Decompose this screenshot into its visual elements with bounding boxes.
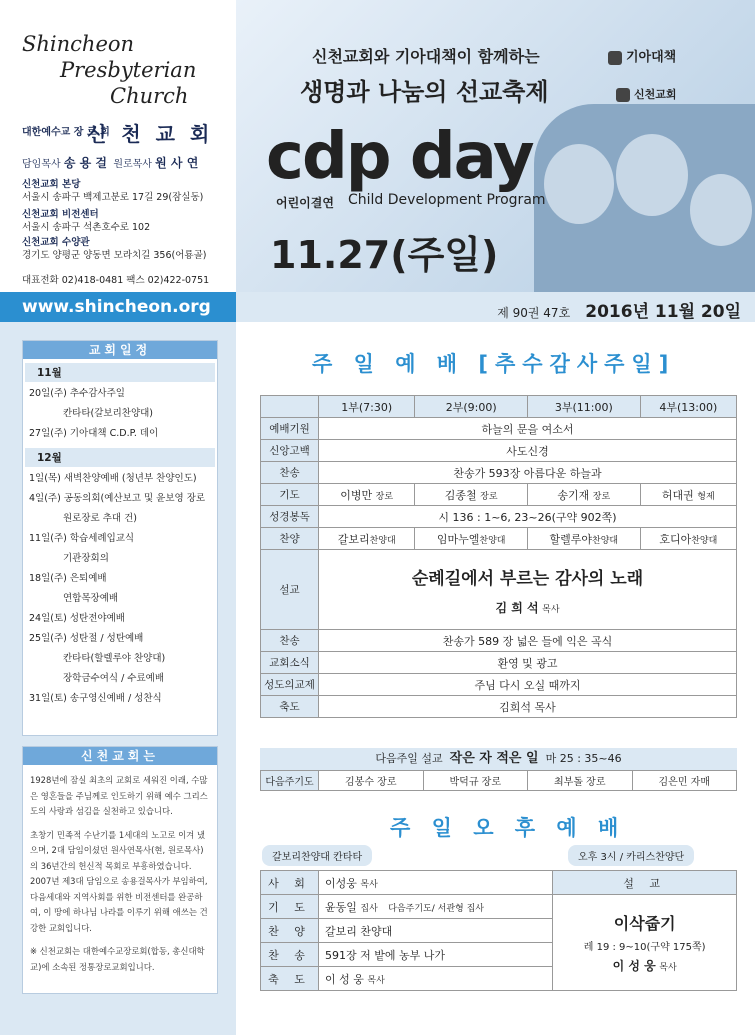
issue-volume: 제 90권 47호 [497, 306, 571, 320]
row-value: 윤동일 집사 다음주기도/ 서관형 집사 [319, 895, 553, 919]
table-row [261, 418, 737, 440]
table-row [261, 696, 737, 718]
row-label: 찬송 [261, 462, 319, 484]
row-label: 축도 [261, 696, 319, 718]
row-value: 시 136 : 1~6, 23~26(구약 902쪽) [319, 506, 737, 528]
table-row [261, 771, 737, 791]
event-sub: 칸타타(갈보리찬양대) [63, 408, 154, 419]
afternoon-preacher-title: 목사 [659, 963, 677, 973]
logo-line3: Church [110, 84, 189, 108]
prayer-3: 송기재 장로 [527, 484, 640, 506]
table-row [261, 440, 737, 462]
intro-para: 초창기 민족적 수난기를 1세대의 노고로 이겨 냈으며, 2대 담임이셨던 원사연목사(현, 원로목사)의 36년간의 헌신적 목회로 부흥하였습니다. 2007년 제3대 담임으로 송용걸목사가 부임하여, 다음세대와 지역사회를 위한 비전센터를 완공하여, 이 땅에 하나님 나라를 이루기 위해 애쓰는 건강한 교회입니다. [30, 829, 208, 933]
senior-pastor-label: 담임목사 [22, 159, 61, 170]
table-row [261, 674, 737, 696]
row-label: 찬송 [261, 630, 319, 652]
next-prayer: 김은민 자매 [632, 771, 737, 791]
next-week-ref: 마 25 : 35~46 [545, 752, 622, 765]
row-label: 축 도 [261, 967, 319, 991]
time-1: 1부(7:30) [319, 396, 415, 418]
row-label: 신앙고백 [261, 440, 319, 462]
address-vision [22, 208, 150, 234]
table-row [261, 630, 737, 652]
address-text: 서울시 송파구 백제고분로 17길 29(잠실동) [22, 192, 204, 203]
cdp-english: Child Development Program [348, 192, 546, 208]
event-item: 4일(주) 공동의회(예산보고 및 윤보영 장로 [29, 493, 206, 504]
sermon-preacher: 김 희 석 [495, 600, 539, 615]
banner-line2: 생명과 나눔의 선교축제 [300, 78, 549, 106]
row-label: 성도의교제 [261, 674, 319, 696]
time-4: 4부(13:00) [640, 396, 736, 418]
event-item: 25일(주) 성탄절 / 성탄예배 [29, 633, 144, 644]
children-photo [534, 104, 755, 292]
kfhi-logo-icon [608, 51, 622, 65]
time-2: 2부(9:00) [415, 396, 528, 418]
table-row [261, 462, 737, 484]
choir-3: 할렐루야찬양대 [527, 528, 640, 550]
month-label: 12월 [25, 448, 215, 467]
event-sub: 원로장로 추대 건) [63, 513, 137, 524]
sermon-head: 설 교 [553, 871, 737, 895]
schedule-box [22, 340, 218, 736]
prayer-4: 허대권 형제 [640, 484, 736, 506]
issue-bar [236, 292, 755, 322]
table-row [261, 550, 737, 630]
choir-1: 갈보리찬양대 [319, 528, 415, 550]
prayer-2: 김종철 장로 [415, 484, 528, 506]
logo-line1: Shincheon [22, 32, 135, 56]
next-week-title: 작은 자 적은 일 [449, 751, 539, 766]
event-date: 11.27(주일) [270, 233, 499, 277]
kfhi-logo-text: 기아대책 [626, 50, 677, 65]
schedule-title: 교회일정 [23, 341, 217, 359]
row-value: 이 성 웅 목사 [319, 967, 553, 991]
cdp-day-title: cdp day [266, 120, 533, 194]
row-value: 김희석 목사 [319, 696, 737, 718]
worship-table [260, 395, 737, 718]
row-value: 하늘의 문을 여소서 [319, 418, 737, 440]
afternoon-sermon-title: 이삭줍기 [613, 914, 676, 933]
cdp-korean: 어린이결연 [276, 196, 334, 210]
prayer-1: 이병만 장로 [319, 484, 415, 506]
choir-2: 임마누엘찬양대 [415, 528, 528, 550]
worship-title: 주 일 예 배 [추수감사주일] [312, 352, 676, 376]
address-main [22, 178, 203, 204]
address-text: 서울시 송파구 석촌호수로 102 [22, 222, 151, 233]
next-week-sermon [260, 748, 737, 770]
address-text: 경기도 양평군 양동면 모라치길 356(어룡골) [22, 250, 207, 261]
church-name: 신 천 교 회 [87, 122, 214, 146]
next-prayer: 김봉수 장로 [319, 771, 424, 791]
event-item: 11일(주) 학습세례입교식 [29, 533, 135, 544]
left-column [0, 0, 236, 1035]
afternoon-title: 주 일 오 후 예 배 [390, 816, 626, 840]
next-prayer: 최부돌 장로 [528, 771, 633, 791]
row-label: 찬 송 [261, 943, 319, 967]
row-label: 성경봉독 [261, 506, 319, 528]
church-name-block [22, 118, 213, 147]
event-sub: 연합목장예배 [63, 593, 119, 604]
table-row [261, 652, 737, 674]
row-value: 환영 및 광고 [319, 652, 737, 674]
row-label: 교회소식 [261, 652, 319, 674]
row-label: 찬양 [261, 528, 319, 550]
sermon-title: 순례길에서 부르는 감사의 노래 [411, 568, 644, 589]
row-value: 찬송가 589 장 넓은 들에 익은 곡식 [319, 630, 737, 652]
intro-note: ※ 신천교회는 대한예수교장로회(합동, 총신대학교)에 소속된 정통장로교회입니다. [30, 946, 205, 972]
afternoon-sermon-ref: 레 19 : 9~10(구약 175쪽) [583, 942, 706, 953]
choir-4: 호디아찬양대 [640, 528, 736, 550]
issue-date: 2016년 11월 20일 [585, 302, 741, 322]
website-link[interactable]: www.shincheon.org [0, 292, 236, 322]
intro-para: 1928년에 잠실 최초의 교회로 세워진 이래, 수많은 영혼들을 주님께로 인도하기 위해 예수 그리스도의 사랑과 섬김을 실천하고 있습니다. [30, 775, 208, 816]
church-header [0, 0, 236, 292]
table-row [261, 895, 737, 919]
afternoon-preacher: 이 성 웅 [612, 959, 656, 973]
table-row [261, 528, 737, 550]
time-3: 3부(11:00) [527, 396, 640, 418]
afternoon-sermon [553, 895, 737, 991]
emeritus-pastor: 원 사 연 [155, 156, 199, 170]
event-sub: 장학금수여식 / 수료예배 [63, 673, 165, 684]
afternoon-left-tag: 갈보리찬양대 칸타타 [262, 845, 372, 866]
row-label: 다음주기도 [261, 771, 319, 791]
row-label: 기 도 [261, 895, 319, 919]
cdp-banner [236, 0, 755, 292]
event-item: 1일(목) 새벽찬양예배 (청년부 찬양인도) [29, 473, 197, 484]
row-value: 591장 저 밭에 농부 나가 [319, 943, 553, 967]
event-sub: 칸타타(할렐루야 찬양대) [63, 653, 166, 664]
month-label: 11월 [25, 363, 215, 382]
row-label: 기도 [261, 484, 319, 506]
event-item: 31일(토) 송구영신예배 / 성찬식 [29, 693, 162, 704]
pastors [22, 154, 198, 171]
address-title: 신천교회 수양관 [22, 237, 90, 248]
row-value: 찬송가 593장 아름다운 하늘과 [319, 462, 737, 484]
next-week-prayers [260, 770, 737, 791]
event-item: 27일(주) 기아대책 C.D.P. 데이 [29, 428, 159, 439]
event-sub: 기관장회의 [63, 553, 109, 564]
table-row [261, 396, 737, 418]
row-label: 찬 양 [261, 919, 319, 943]
next-week-label: 다음주일 설교 [375, 752, 443, 765]
row-label: 예배기원 [261, 418, 319, 440]
row-label: 설교 [261, 550, 319, 630]
row-value: 이성웅 목사 [319, 871, 553, 895]
banner-line1: 신천교회와 기아대책이 함께하는 [312, 47, 540, 66]
church-logo-icon [616, 88, 630, 102]
sermon-cell [319, 550, 737, 630]
event-item: 24일(토) 성탄전야예배 [29, 613, 125, 624]
afternoon-table [260, 870, 737, 991]
event-item: 20일(주) 추수감사주일 [29, 388, 125, 399]
row-value: 사도신경 [319, 440, 737, 462]
sermon-preacher-title: 목사 [542, 604, 560, 615]
address-title: 신천교회 본당 [22, 179, 81, 190]
church-logo [616, 86, 677, 102]
event-item: 18일(주) 은퇴예배 [29, 573, 107, 584]
intro-title: 신천교회는 [23, 747, 217, 765]
afternoon-right-tag: 오후 3시 / 카리스찬양단 [568, 845, 694, 866]
table-row [261, 484, 737, 506]
row-value: 갈보리 찬양대 [319, 919, 553, 943]
kfhi-logo [608, 46, 676, 65]
intro-box [22, 746, 218, 994]
row-label: 사 회 [261, 871, 319, 895]
table-row [261, 871, 737, 895]
logo-line2: Presbyterian [60, 58, 197, 82]
emeritus-label: 원로목사 [113, 159, 152, 170]
row-value: 주님 다시 오실 때까지 [319, 674, 737, 696]
next-prayer: 박덕규 장로 [423, 771, 528, 791]
address-retreat [22, 236, 206, 262]
phone-fax: 대표전화 02)418-0481 팩스 02)422-0751 [22, 275, 210, 286]
address-title: 신천교회 비전센터 [22, 209, 99, 220]
table-row [261, 506, 737, 528]
church-logo-text: 신천교회 [634, 88, 677, 101]
denomination: 대한예수교 장 로 회 [22, 126, 110, 138]
senior-pastor: 송 용 걸 [63, 156, 107, 170]
